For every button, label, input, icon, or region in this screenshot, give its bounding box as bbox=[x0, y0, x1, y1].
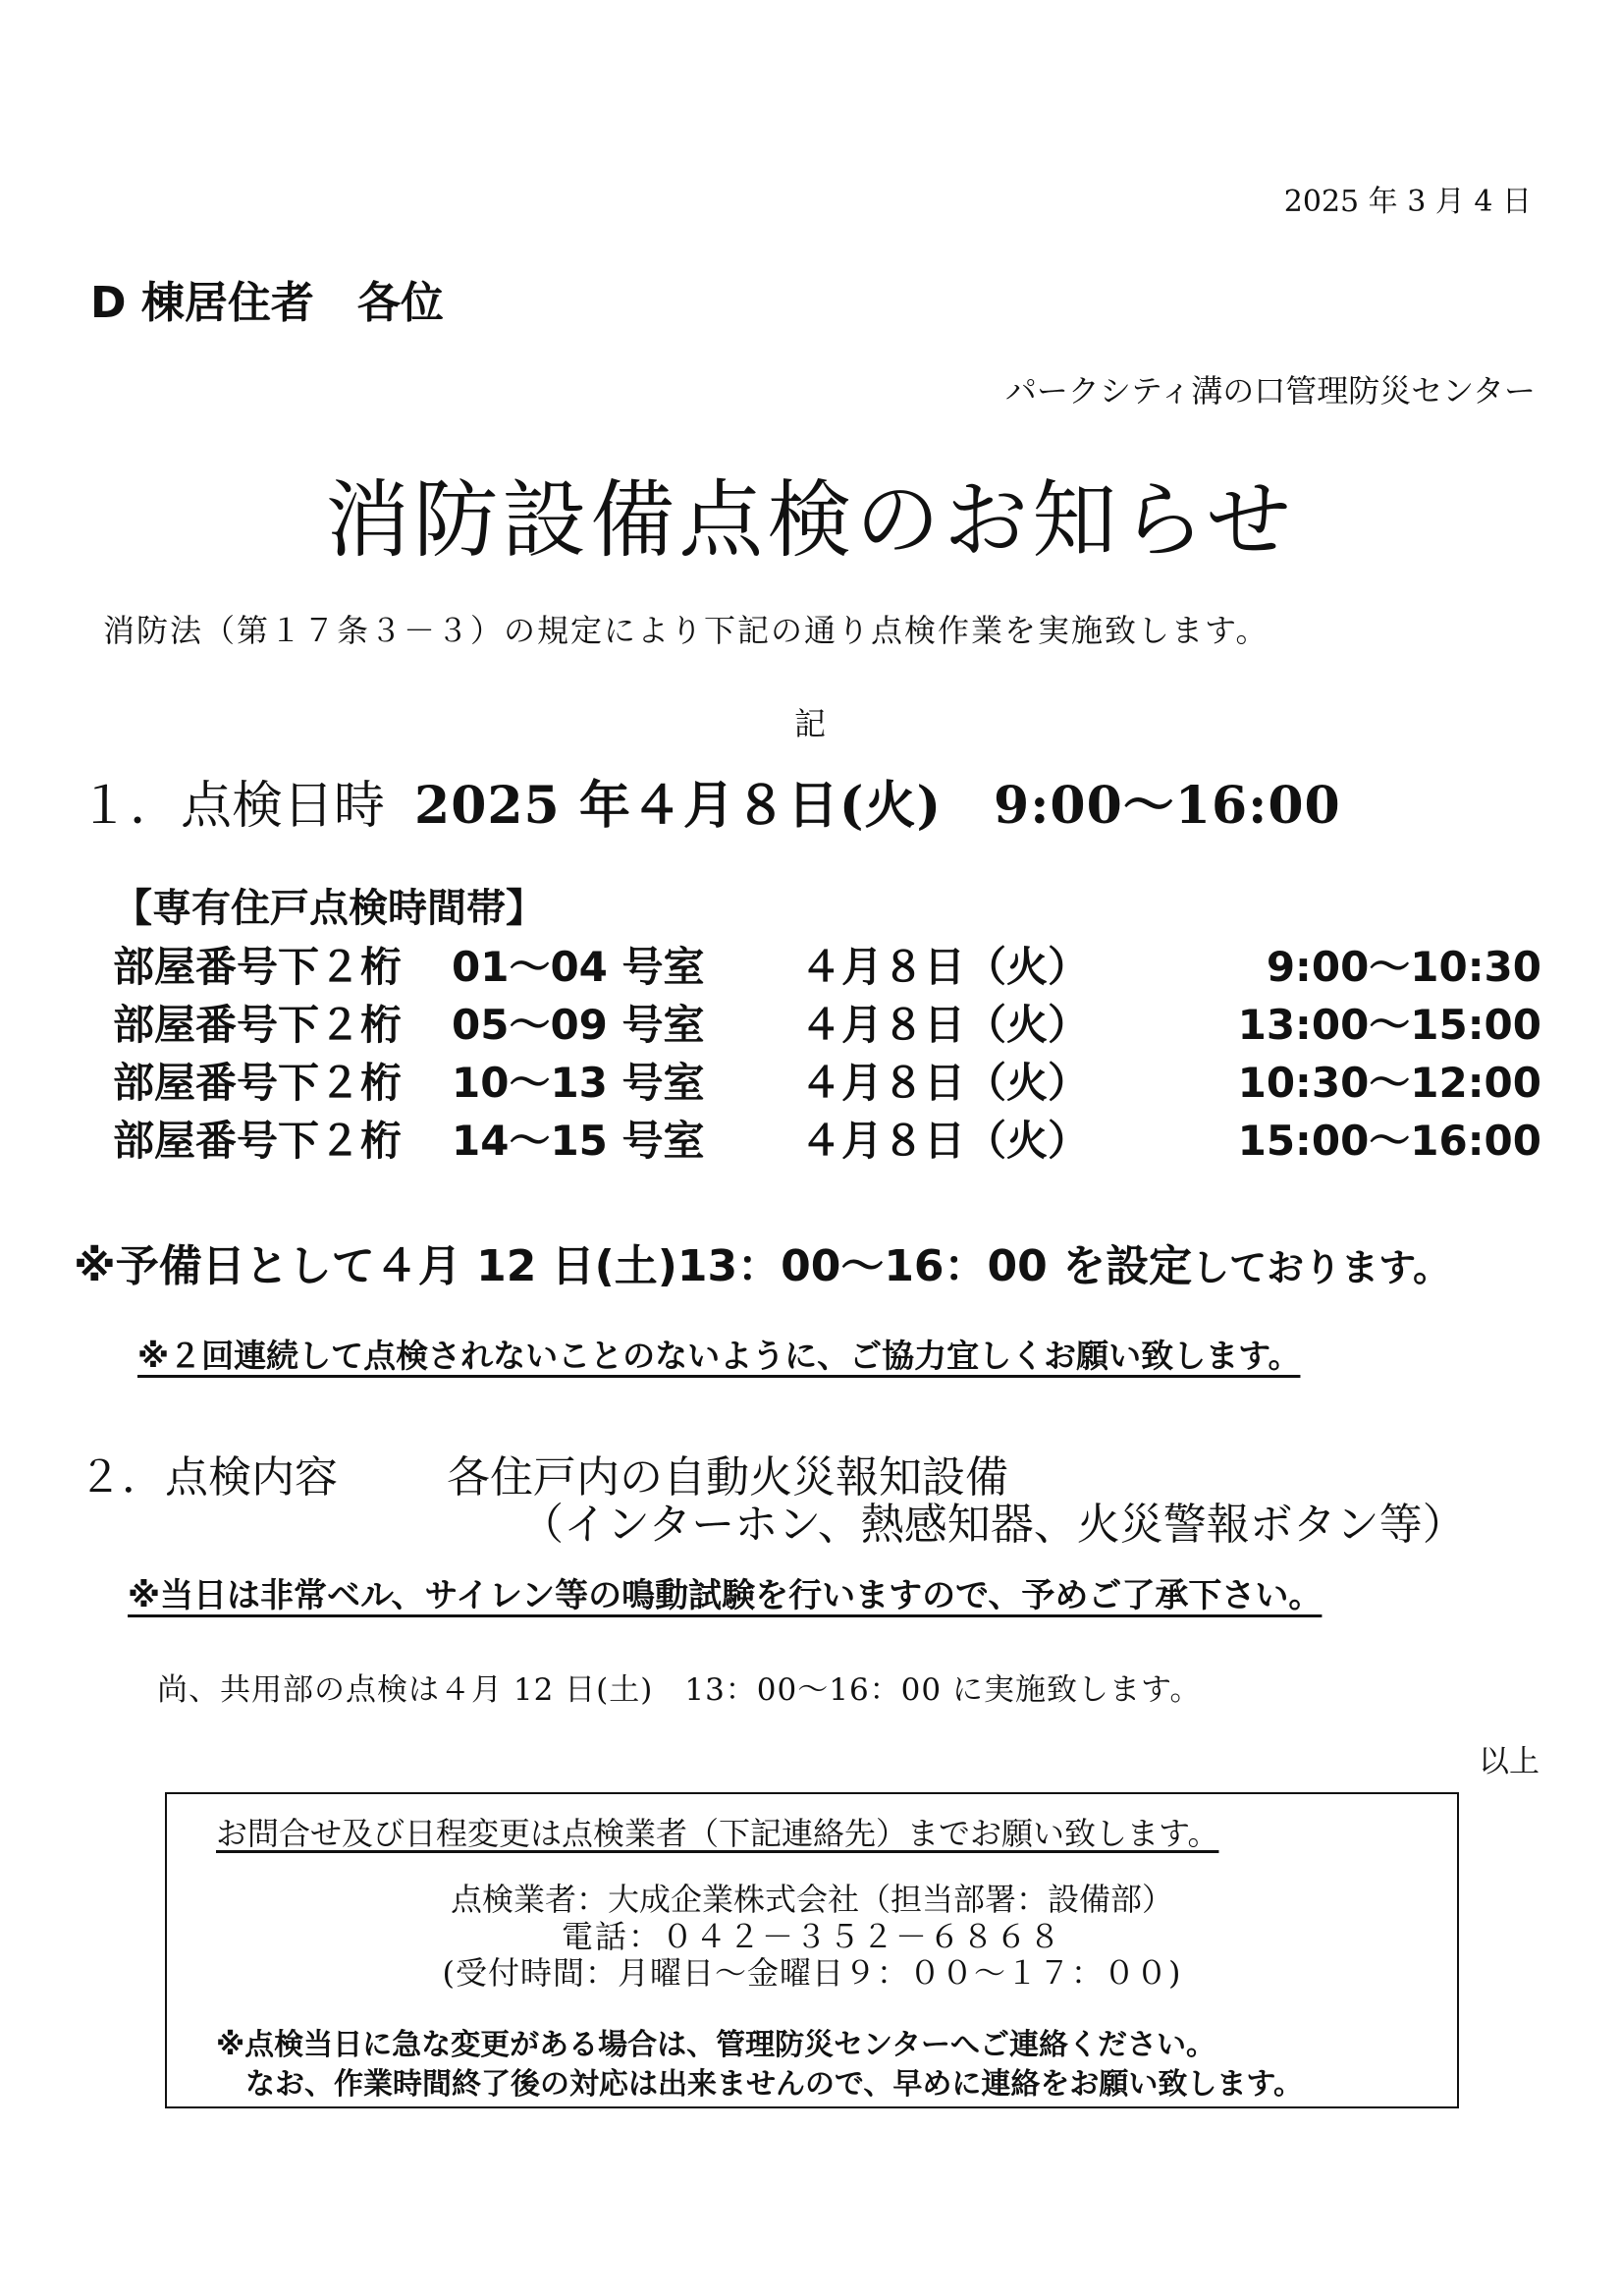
slot-time: 10:30～12:00 bbox=[1237, 1059, 1541, 1107]
contractor-phone: 電話：０４２－３５２－６８６８ bbox=[561, 1918, 1062, 1955]
slot-date: ４月８日（火） bbox=[800, 1059, 1090, 1107]
slot-room-range: 05～09 号室 bbox=[452, 1001, 705, 1049]
reserve-day-tail: しております。 bbox=[1192, 1246, 1451, 1289]
slot-room-range: 10～13 号室 bbox=[452, 1059, 705, 1107]
urgent-change-note: ※点検当日に急な変更がある場合は、管理防災センターへご連絡ください。 bbox=[216, 2028, 1215, 2062]
slot-room-range: 01～04 号室 bbox=[452, 943, 705, 991]
slot-date: ４月８日（火） bbox=[800, 1117, 1090, 1165]
section1-heading bbox=[79, 764, 1371, 838]
sender: パークシティ溝の口管理防災センター bbox=[1004, 372, 1536, 410]
slot-prefix: 部屋番号下２桁 bbox=[113, 1001, 403, 1049]
slot-room-range: 14～15 号室 bbox=[452, 1117, 705, 1165]
contractor-name: 点検業者：大成企業株式会社（担当部署：設備部） bbox=[450, 1881, 1173, 1918]
notice-date: 2025 年 3 月 4 日 bbox=[1283, 185, 1532, 219]
contact-box bbox=[165, 1792, 1459, 2108]
section2-label: ２．点検内容 bbox=[79, 1452, 338, 1503]
reserve-day-note bbox=[74, 1230, 1450, 1293]
section1-label: １．点検日時 bbox=[79, 777, 386, 836]
after-hours-note: なお、作業時間終了後の対応は出来ませんので、早めに連絡をお願い致します。 bbox=[245, 2067, 1303, 2102]
inspection-content-detail: （インターホン、熱感知器、火災警報ボタン等） bbox=[520, 1500, 1466, 1550]
inspection-datetime: 2025 年４月８日(火) 9:00～16:00 bbox=[414, 776, 1341, 836]
common-area-note: 尚、共用部の点検は４月 12 日(土) 13：00～16：00 に実施致します。 bbox=[157, 1672, 1202, 1708]
cooperation-note: ※２回連続して点検されないことのないように、ご協力宜しくお願い致します。 bbox=[137, 1337, 1301, 1375]
slot-time: 15:00～16:00 bbox=[1237, 1117, 1541, 1165]
slot-prefix: 部屋番号下２桁 bbox=[113, 1059, 403, 1107]
notice-title: 消防設備点検のお知らせ bbox=[325, 471, 1295, 570]
slot-date: ４月８日（火） bbox=[800, 1001, 1090, 1049]
slot-table-header: 【専有住戸点検時間帯】 bbox=[113, 886, 545, 931]
slot-prefix: 部屋番号下２桁 bbox=[113, 943, 403, 991]
slot-date: ４月８日（火） bbox=[800, 943, 1090, 991]
slot-prefix: 部屋番号下２桁 bbox=[113, 1117, 403, 1165]
intro-text: 消防法（第１７条３－３）の規定により下記の通り点検作業を実施致します。 bbox=[103, 612, 1269, 649]
contact-note: お問合せ及び日程変更は点検業者（下記連絡先）までお願い致します。 bbox=[216, 1815, 1219, 1852]
closing-mark: 以上 bbox=[1479, 1744, 1539, 1779]
slot-time: 9:00～10:30 bbox=[1266, 943, 1541, 991]
contractor-hours: (受付時間：月曜日～金曜日９：００～１７：００) bbox=[442, 1954, 1182, 1992]
slot-time: 13:00～15:00 bbox=[1237, 1001, 1541, 1049]
ki-marker: 記 bbox=[793, 705, 826, 742]
recipient: D 棟居住者 各位 bbox=[90, 278, 444, 328]
inspection-content: 各住戸内の自動火災報知設備 bbox=[447, 1452, 1008, 1503]
reserve-day-main: ※予備日として４月 12 日(土)13：00～16：00 を設定 bbox=[74, 1241, 1193, 1291]
alarm-test-note: ※当日は非常ベル、サイレン等の鳴動試験を行いますので、予めご了承下さい。 bbox=[128, 1576, 1323, 1615]
